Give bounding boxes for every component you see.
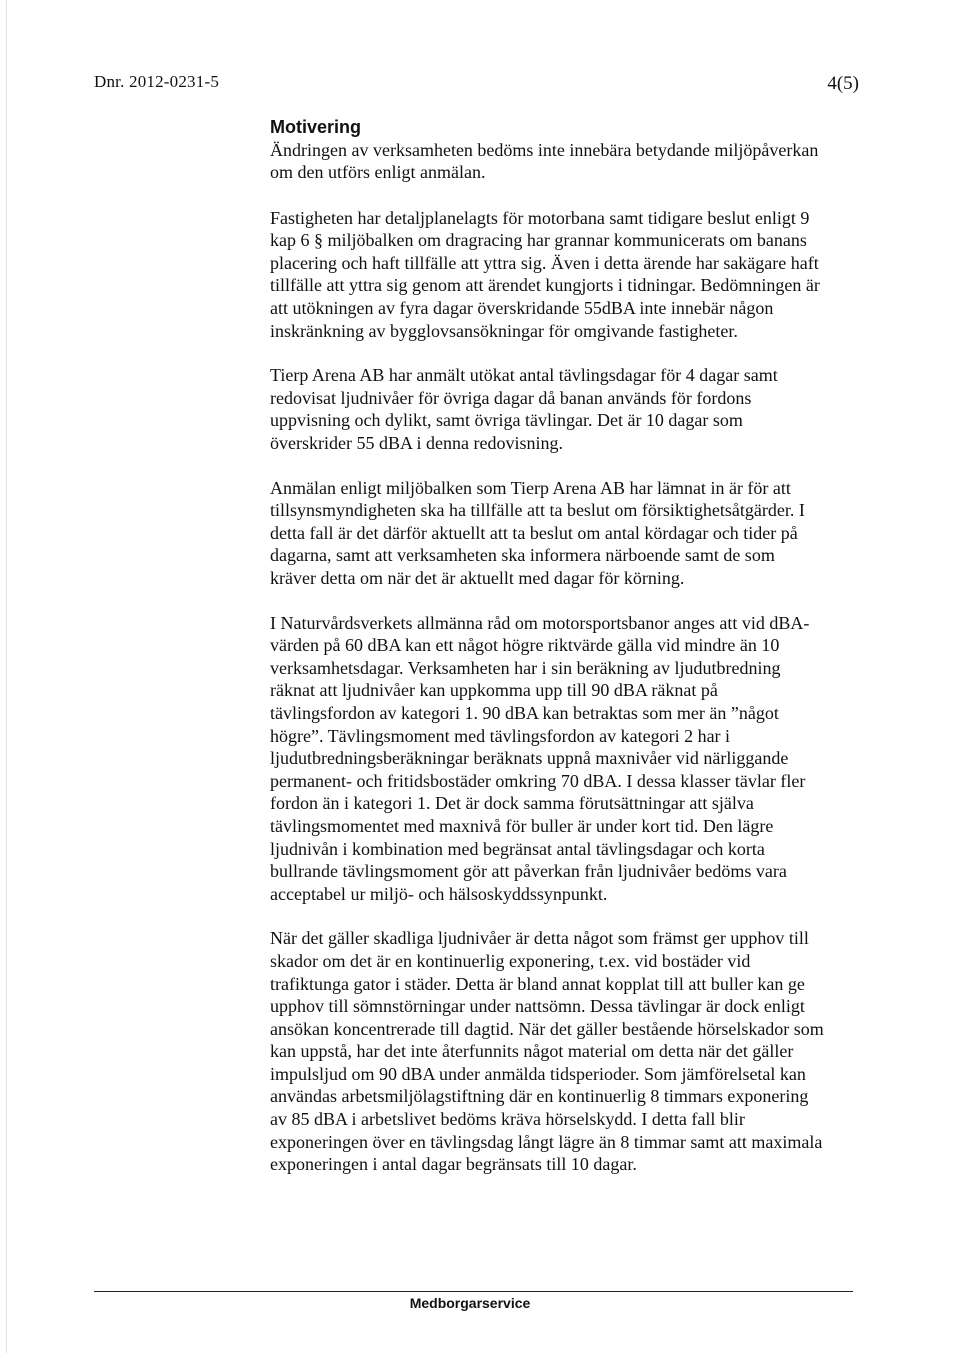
main-content xyxy=(270,116,870,1198)
section-heading: Motivering xyxy=(270,117,362,137)
page-edge xyxy=(6,0,7,1353)
paragraph-competition-days: Tierp Arena AB har anmält utökat antal tävlingsdagar för 4 dagar samt redovisat ljudnivåer för övriga dagar då banan används för fordons uppvisning och dylikt, samt övriga tävlingar. Det är 10 dagar som överskrider 55 dBA i denna redovisning. xyxy=(270,365,778,454)
page-number: 4(5) xyxy=(827,73,859,94)
footer-organization: Medborgarservice xyxy=(409,1295,531,1311)
paragraph-noise-guidelines: I Naturvårdsverkets allmänna råd om motorsportsbanor anges att vid dBA- värden på 60 dBA kan ett något högre riktvärde gälla vid mindre än 10 verksamhetsdagar. Verksamheten har i sin beräkning av ljudutbredning räknat att ljudnivåer kan uppkomma upp till 90 dBA räknat på tävlingsfordon av kategori 1. 90 dBA kan betraktas som mer än ”något högre”. Tävlingsmoment med tävlingsfordon av kategori 2 har i ljudutbredningsberäkningar beräknats uppnå maxnivåer vid närliggande permanent- och fritidsbostäder omkring 70 dBA. I dessa klasser tävlar fler fordon än i kategori 1. Det är dock samma förutsättningar att själva tävlingsmomentet med maxnivå för buller är under kort tid. Den lägre ljudnivån i kombination med begränsat antal tävlingsdagar och korta bullrande tävlingsmoment gör att påverkan från ljudnivåer bedöms vara acceptabel ur miljö- och hälsoskyddssynpunkt. xyxy=(270,612,810,904)
paragraph-notification: Anmälan enligt miljöbalken som Tierp Arena AB har lämnat in är för att tillsynsmyndigheten ska ha tillfälle att ta beslut om försiktighetsåtgärder. I detta fall är det därför aktuellt att ta beslut om antal kördagar och tider på dagarna, samt att verksamheten ska informera närboende samt de som kräver detta om när det är aktuellt med dagar för körning. xyxy=(270,477,805,588)
paragraph-health-effects: När det gäller skadliga ljudnivåer är detta något som främst ger upphov till skador om det är en kontinuerlig exponering, t.ex. vid bostäder vid trafiktunga gator i städer. Detta är bland annat kopplat till att buller kan ge upphov till sömnstörningar under nattsömn. Dessa tävlingar är dock enligt ansökan koncentrerade till dagtid. När det gäller bestående hörselskador som kan uppstå, har det inte återfunnits något material om detta när det gäller impulsljud om 90 dBA under anmälda tidsperioder. Som jämförelsetal kan användas arbetsmiljölagstiftning där en kontinuerlig 8 timmars exponering av 85 dBA i arbetslivet bedöms kräva hörselskydd. I detta fall blir exponeringen över en tävlingsdag långt lägre än 8 timmar samt att maximala exponeringen i antal dagar begränsats till 10 dagar. xyxy=(270,928,824,1175)
paragraph-zoning: Fastigheten har detaljplanelagts för motorbana samt tidigare beslut enligt 9 kap 6 § miljöbalken om dragracing har grannar kommunicerats om banans placering och haft tillfälle att yttra sig. Även i detta ärende har sakägare haft tillfälle att yttra sig genom att ärendet kungjorts i tidningar. Bedömningen är att utökningen av fyra dagar överskridande 55dBA inte innebär någon inskränkning av bygglovsansökningar för omgivande fastigheter. xyxy=(270,207,820,341)
footer-divider xyxy=(94,1291,853,1292)
document-reference: Dnr. 2012-0231-5 xyxy=(94,72,220,91)
paragraph-summary: Ändringen av verksamheten bedöms inte innebära betydande miljöpåverkan om den utförs enligt anmälan. xyxy=(270,139,819,183)
